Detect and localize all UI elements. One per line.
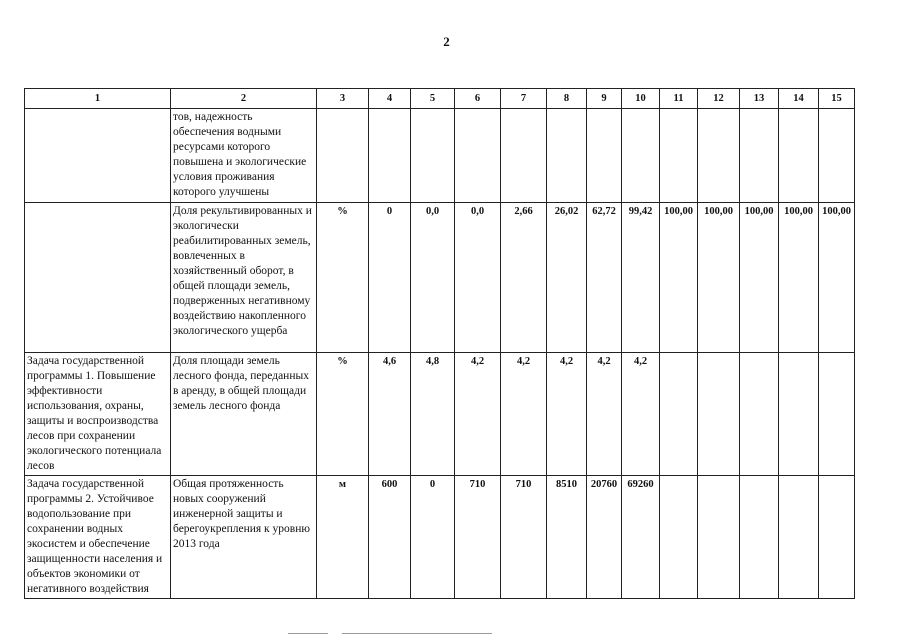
value-cell xyxy=(698,476,740,599)
value-cell: 4,2 xyxy=(587,353,622,476)
column-header: 9 xyxy=(587,89,622,109)
column-header: 2 xyxy=(171,89,317,109)
indicators-table xyxy=(24,88,855,599)
value-cell: 600 xyxy=(369,476,411,599)
task-cell: Задача государственной программы 1. Повышение эффективности использования, охраны, защиты и воспроизводства лесов при сохранении экологического потенциала лесов xyxy=(25,353,171,476)
value-cell xyxy=(819,476,855,599)
task-cell xyxy=(25,203,171,353)
value-cell xyxy=(547,109,587,203)
column-header: 15 xyxy=(819,89,855,109)
value-cell xyxy=(660,476,698,599)
value-cell xyxy=(660,353,698,476)
value-cell: 4,6 xyxy=(369,353,411,476)
unit-cell: % xyxy=(317,203,369,353)
unit-cell: % xyxy=(317,353,369,476)
column-header: 5 xyxy=(411,89,455,109)
value-cell: 4,2 xyxy=(501,353,547,476)
value-cell xyxy=(698,109,740,203)
column-header: 1 xyxy=(25,89,171,109)
value-cell xyxy=(819,353,855,476)
table-row xyxy=(25,109,855,203)
value-cell: 69260 xyxy=(622,476,660,599)
value-cell: 62,72 xyxy=(587,203,622,353)
value-cell xyxy=(369,109,411,203)
value-cell xyxy=(779,109,819,203)
value-cell: 4,2 xyxy=(547,353,587,476)
value-cell xyxy=(660,109,698,203)
table-row xyxy=(25,203,855,353)
value-cell xyxy=(411,109,455,203)
column-header: 11 xyxy=(660,89,698,109)
table-row xyxy=(25,353,855,476)
value-cell: 26,02 xyxy=(547,203,587,353)
value-cell: 0 xyxy=(411,476,455,599)
indicator-cell: Доля площади земель лесного фонда, переданных в аренду, в общей площади земель лесного фонда xyxy=(171,353,317,476)
task-cell: Задача государственной программы 2. Устойчивое водопользование при сохранении водных экосистем и обеспечение защищенности населения и объектов экономики от негативного воздействия xyxy=(25,476,171,599)
indicator-cell: Доля рекультивированных и экологически реабилитированных земель, вовлеченных в хозяйственный оборот, в общей площади земель, подверженных негативному воздействию накопленного экологического ущерба xyxy=(171,203,317,353)
value-cell: 710 xyxy=(501,476,547,599)
column-header: 3 xyxy=(317,89,369,109)
header-row xyxy=(25,89,855,109)
value-cell xyxy=(740,109,779,203)
value-cell: 4,2 xyxy=(622,353,660,476)
value-cell: 4,2 xyxy=(455,353,501,476)
value-cell xyxy=(622,109,660,203)
value-cell xyxy=(819,109,855,203)
value-cell: 100,00 xyxy=(819,203,855,353)
value-cell: 100,00 xyxy=(698,203,740,353)
column-header: 13 xyxy=(740,89,779,109)
column-header: 14 xyxy=(779,89,819,109)
value-cell: 100,00 xyxy=(779,203,819,353)
scan-artifact xyxy=(288,633,328,634)
column-header: 6 xyxy=(455,89,501,109)
value-cell xyxy=(740,353,779,476)
value-cell: 4,8 xyxy=(411,353,455,476)
value-cell: 100,00 xyxy=(740,203,779,353)
value-cell xyxy=(501,109,547,203)
value-cell: 100,00 xyxy=(660,203,698,353)
column-header: 8 xyxy=(547,89,587,109)
indicator-cell: тов, надежность обеспечения водными ресурсами которого повышена и экологические условия проживания которого улучшены xyxy=(171,109,317,203)
column-header: 4 xyxy=(369,89,411,109)
value-cell xyxy=(587,109,622,203)
value-cell: 0,0 xyxy=(411,203,455,353)
value-cell xyxy=(455,109,501,203)
value-cell xyxy=(740,476,779,599)
value-cell: 710 xyxy=(455,476,501,599)
value-cell: 2,66 xyxy=(501,203,547,353)
value-cell: 0 xyxy=(369,203,411,353)
column-header: 10 xyxy=(622,89,660,109)
task-cell xyxy=(25,109,171,203)
table-row xyxy=(25,476,855,599)
indicator-cell: Общая протяженность новых сооружений инженерной защиты и берегоукрепления к уровню 2013 года xyxy=(171,476,317,599)
unit-cell xyxy=(317,109,369,203)
value-cell: 20760 xyxy=(587,476,622,599)
value-cell: 8510 xyxy=(547,476,587,599)
value-cell xyxy=(698,353,740,476)
value-cell xyxy=(779,353,819,476)
unit-cell: м xyxy=(317,476,369,599)
column-header: 7 xyxy=(501,89,547,109)
column-header: 12 xyxy=(698,89,740,109)
scan-artifact xyxy=(342,633,492,634)
value-cell: 99,42 xyxy=(622,203,660,353)
page-number: 2 xyxy=(443,34,450,49)
value-cell xyxy=(779,476,819,599)
value-cell: 0,0 xyxy=(455,203,501,353)
